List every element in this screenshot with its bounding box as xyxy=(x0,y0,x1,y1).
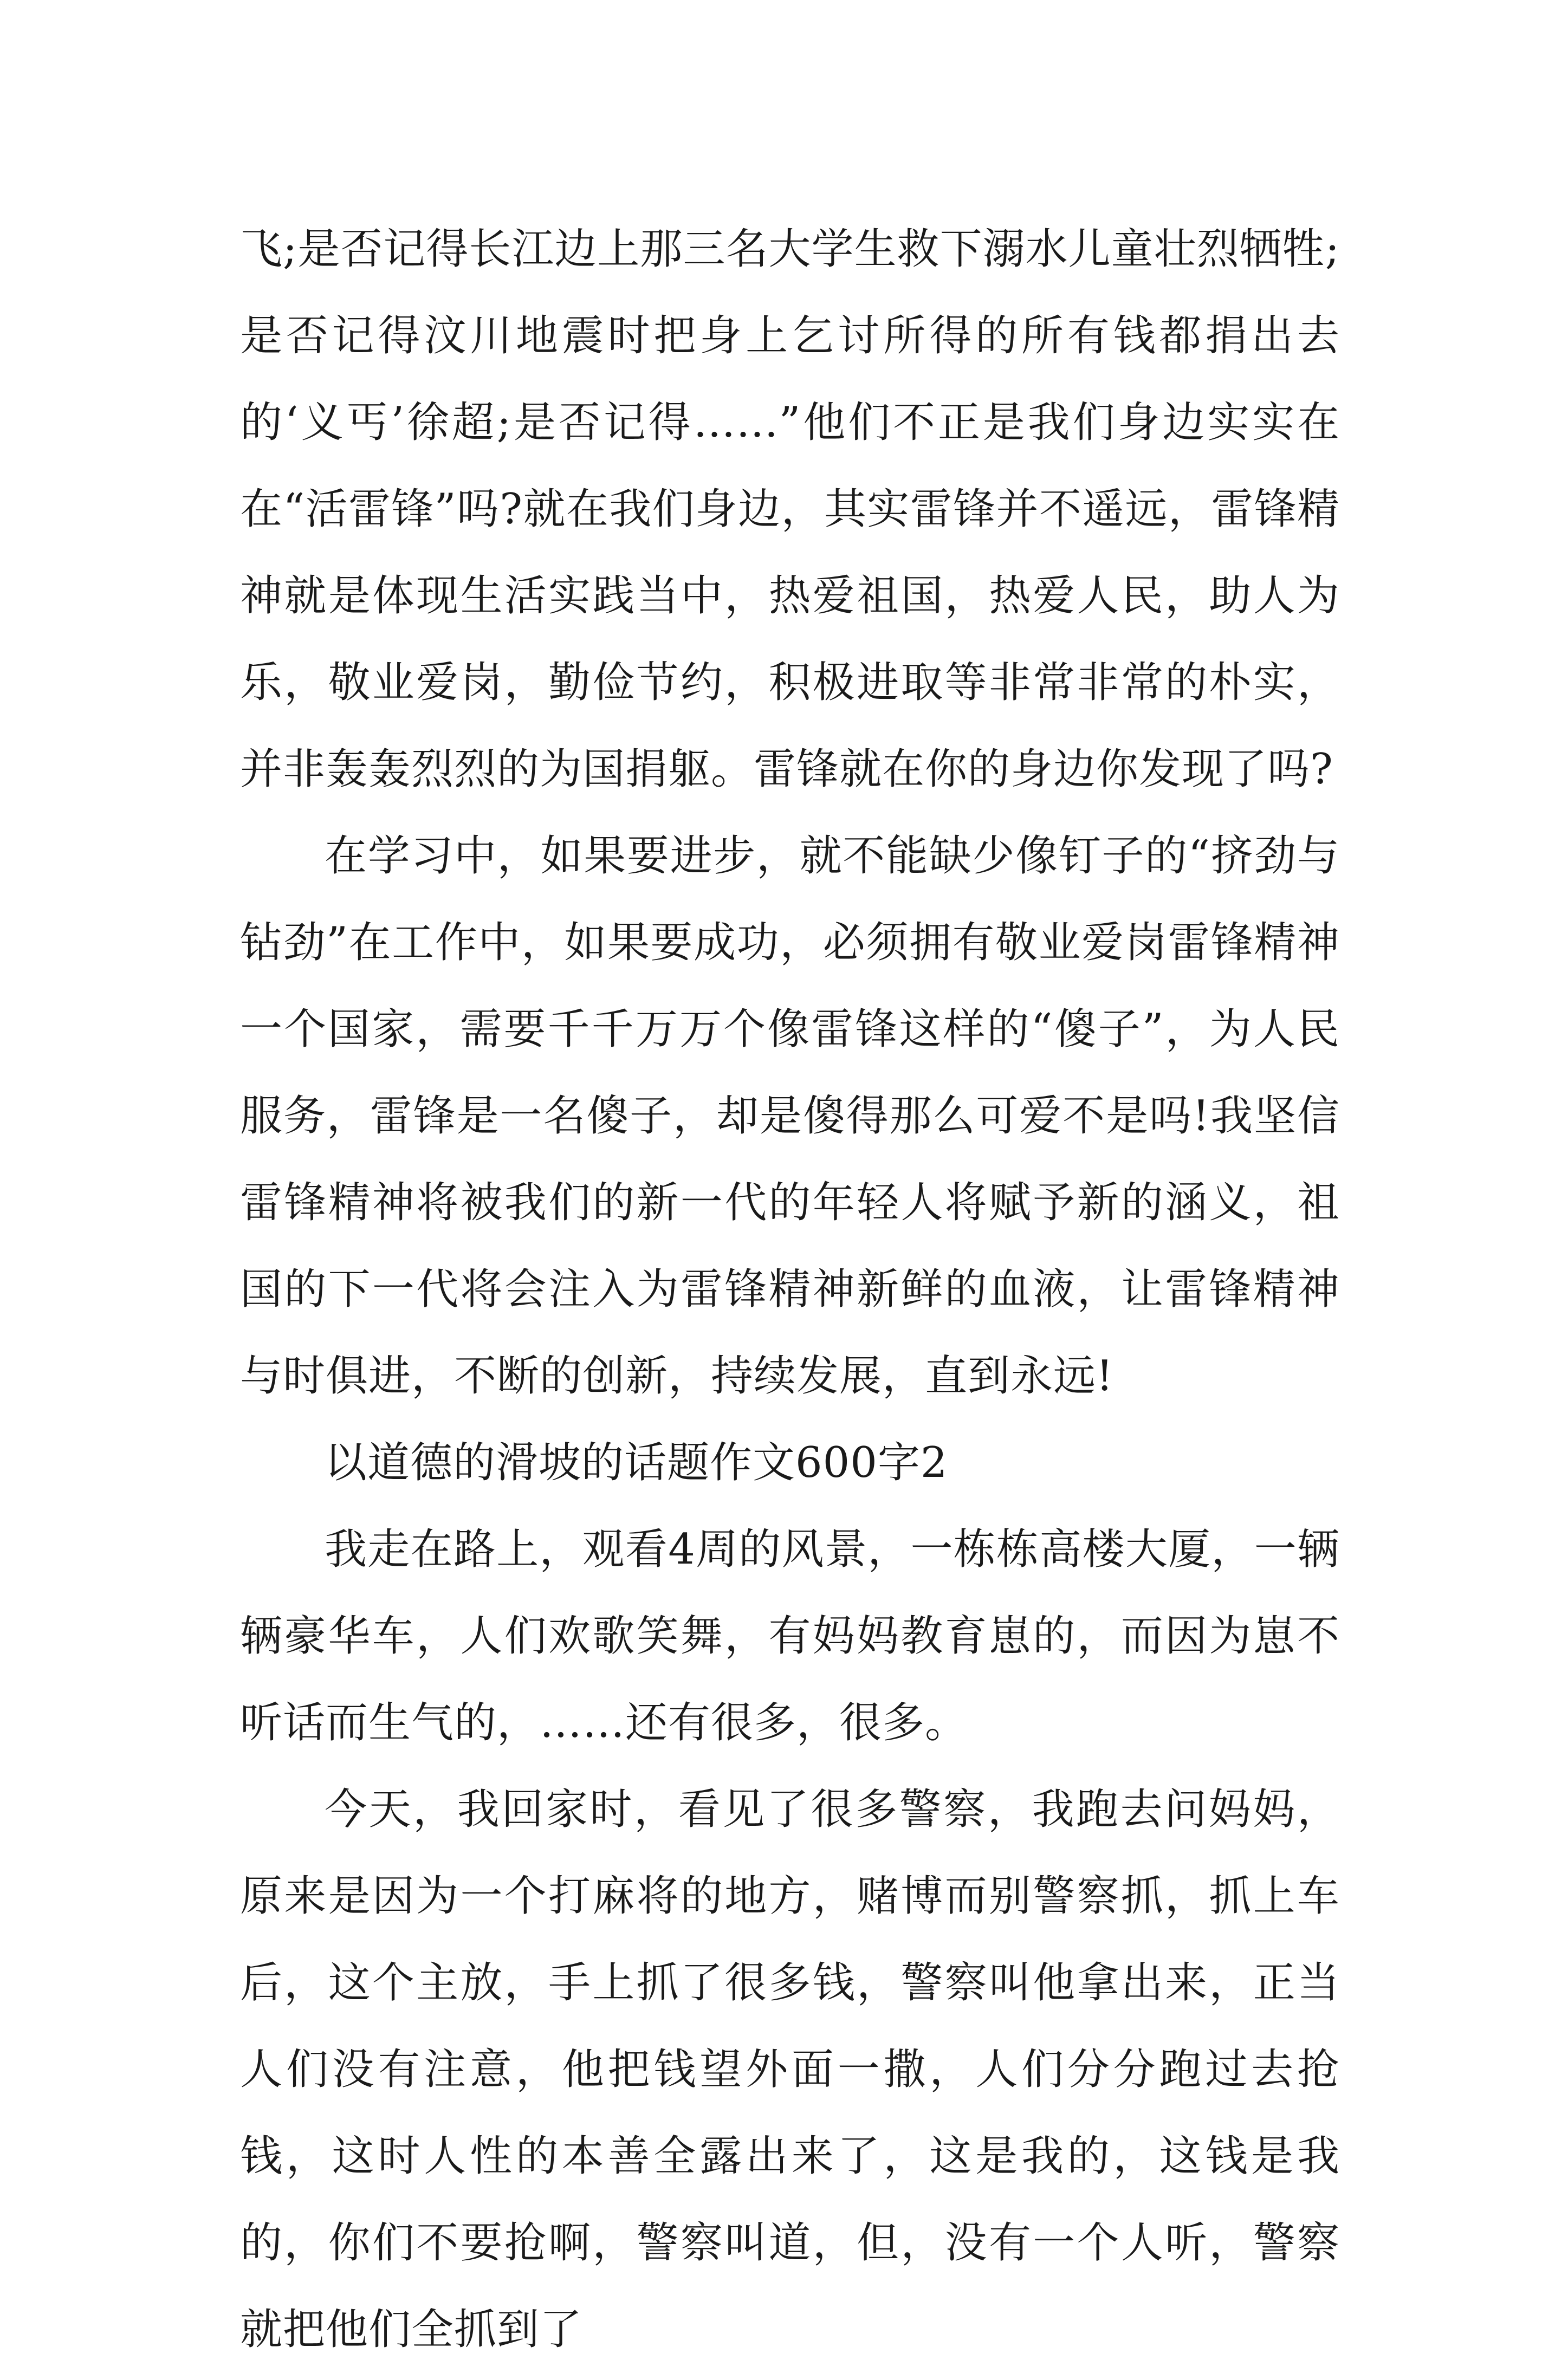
paragraph-3: 我走在路上，观看4周的风景，一栋栋高楼大厦，一辆辆豪华车，人们欢歌笑舞，有妈妈教育崽的，而因为崽不听话而生气的，……还有很多，很多。 xyxy=(240,1525,1340,1747)
paragraph-2: 在学习中，如果要进步，就不能缺少像钉子的“挤劲与钻劲”在工作中，如果要成功，必须拥有敬业爱岗雷锋精神一个国家，需要千千万万个像雷锋这样的“傻子”，为人民服务，雷锋是一名傻子，却是傻得那么可爱不是吗!我坚信雷锋精神将被我们的新一代的年轻人将赋予新的涵义，祖国的下一代将会注入为雷锋精神新鲜的血液，让雷锋精神与时俱进，不断的创新，持续发展，直到永远! xyxy=(240,832,1340,1401)
paragraph-4: 今天，我回家时，看见了很多警察，我跑去问妈妈，原来是因为一个打麻将的地方，赌博而别警察抓，抓上车后，这个主放，手上抓了很多钱，警察叫他拿出来，正当人们没有注意，他把钱望外面一撒，人们分分跑过去抢钱，这时人性的本善全露出来了，这是我的，这钱是我的，你们不要抢啊，警察叫道，但，没有一个人听，警察就把他们全抓到了 xyxy=(240,1785,1340,2354)
paragraph-1: 飞;是否记得长江边上那三名大学生救下溺水儿童壮烈牺牲;是否记得汶川地震时把身上乞讨所得的所有钱都捐出去的‘义丐’徐超;是否记得……”他们不正是我们身边实实在在“活雷锋”吗?就在我们身边，其实雷锋并不遥远，雷锋精神就是体现生活实践当中，热爱祖国，热爱人民，助人为乐，敬业爱岗，勤俭节约，积极进取等非常非常的朴实，并非轰轰烈烈的为国捐躯。雷锋就在你的身边你发现了吗? xyxy=(240,225,1340,794)
document-body xyxy=(240,206,1340,2373)
essay-subtitle: 以道德的滑坡的话题作文600字2 xyxy=(325,1438,948,1487)
